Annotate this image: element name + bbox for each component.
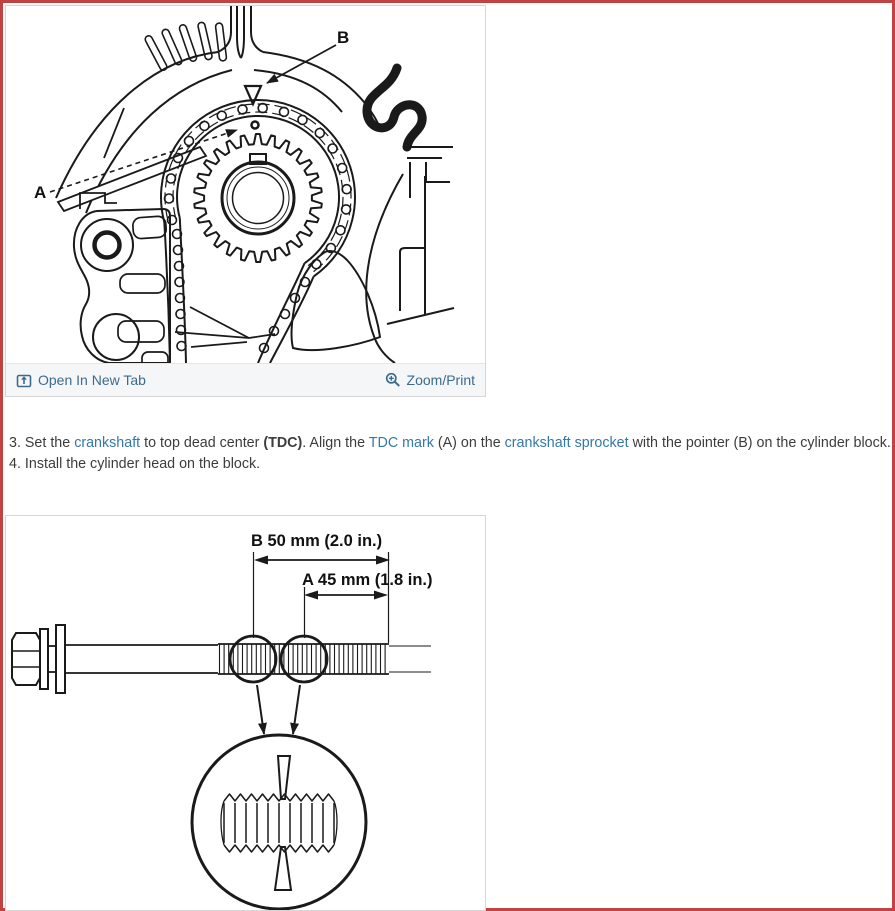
measure-circle-a [281, 636, 327, 682]
crankshaft-sprocket-link[interactable]: crankshaft sprocket [504, 435, 629, 451]
bolt-threads [220, 644, 386, 674]
head-bolt [12, 625, 431, 693]
engine-hook-casting [366, 68, 454, 363]
open-in-new-tab-link[interactable] [16, 372, 146, 388]
timing-chain [161, 100, 355, 363]
bolt-flange-washer [56, 625, 65, 693]
engine-bracket [74, 193, 275, 363]
engine-rib-lines [144, 22, 227, 72]
timing-chain-diagram [6, 6, 485, 363]
measure-circle-b [230, 636, 276, 682]
chain-rollers [165, 104, 352, 353]
open-in-new-tab-label: Open In New Tab [38, 372, 146, 388]
step3-text: (A) on the [433, 435, 505, 451]
step3-text: . Align the [302, 435, 369, 451]
figure-panel-timing-chain [5, 5, 486, 397]
figure1-footer [6, 363, 485, 396]
instruction-step-3 [9, 433, 894, 454]
zoom-plus-icon [385, 372, 401, 388]
zoom-print-label: Zoom/Print [406, 372, 475, 388]
tdc-mark-link[interactable]: TDC mark [368, 435, 434, 451]
head-bolt-diagram [6, 516, 485, 910]
gauge-blade-lower [275, 847, 291, 890]
step3-text: with the pointer (B) on the cylinder block. [628, 435, 891, 451]
crankshaft-link[interactable]: crankshaft [74, 435, 141, 451]
thread-detail-view [192, 735, 366, 909]
crankshaft-sprocket [194, 134, 322, 262]
figure1-label-a: A [34, 183, 47, 202]
open-in-new-tab-icon [16, 372, 32, 388]
tdc-bold-text: (TDC) [263, 435, 303, 451]
zoom-print-link[interactable] [385, 372, 475, 388]
dim-b-label: B 50 mm (2.0 in.) [251, 532, 383, 550]
figure-panel-head-bolt [5, 515, 486, 911]
instruction-step-4: 4. Install the cylinder head on the block. [9, 456, 261, 472]
figure1-label-b: B [337, 28, 350, 47]
gauge-blade-upper [278, 756, 290, 799]
step3-text: 3. Set the [9, 435, 75, 451]
instruction-text [9, 433, 894, 475]
tdc-mark-dot [252, 122, 259, 129]
bolt-hex-head [12, 633, 40, 685]
label-b-arrow [267, 45, 336, 83]
step3-text: to top dead center [140, 435, 264, 451]
bolt-washer [40, 629, 48, 689]
measure-points [230, 636, 327, 734]
dimension-a [302, 571, 433, 638]
dim-a-label: A 45 mm (1.8 in.) [302, 571, 433, 589]
